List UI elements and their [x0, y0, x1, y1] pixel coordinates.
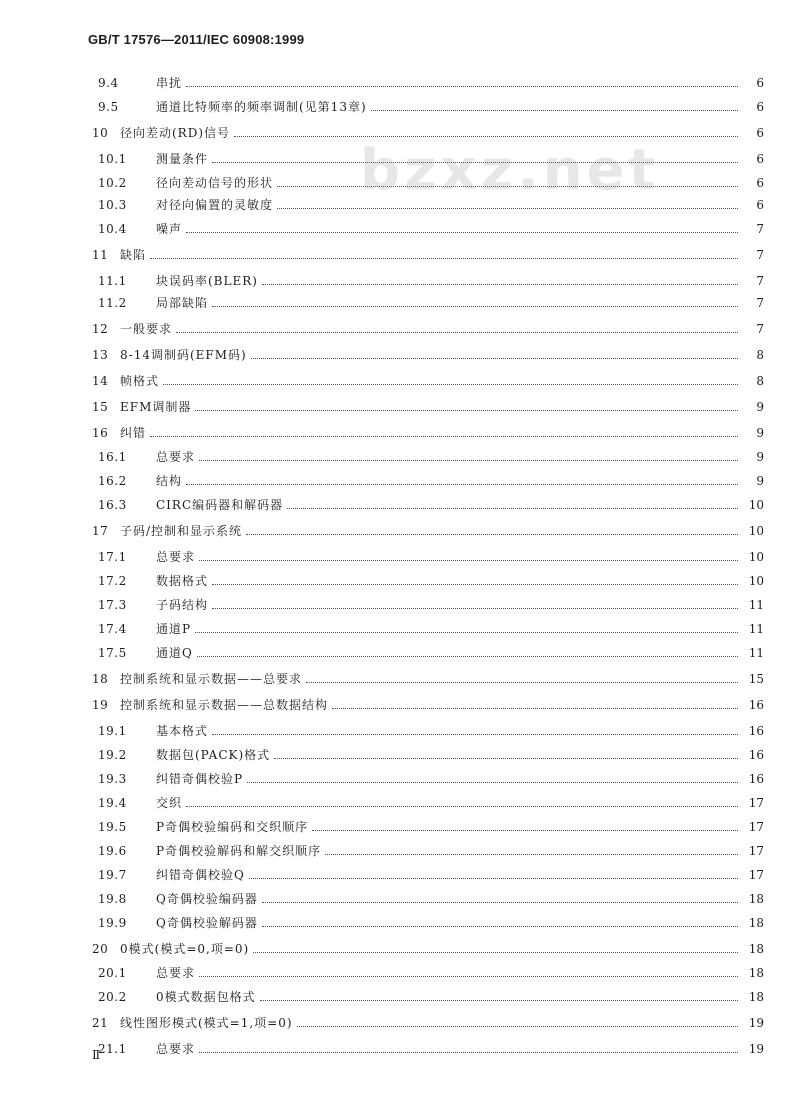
- toc-leader-dots: [199, 460, 738, 461]
- toc-entry-title: 数据格式: [156, 574, 209, 588]
- toc-entry-title: 总要求: [156, 550, 196, 564]
- toc-entry-title: 径向差动信号的形状: [156, 176, 274, 190]
- toc-entry-number: 9.4: [98, 76, 119, 90]
- toc-entry-title: 总要求: [156, 966, 196, 980]
- toc-entry-page: 15: [748, 672, 764, 686]
- toc-entry-title: 线性图形模式(模式=1,项=0): [120, 1016, 293, 1030]
- toc-leader-dots: [312, 830, 738, 831]
- toc-entry[interactable]: [88, 718, 764, 738]
- toc-entry-number: 19.1: [98, 724, 127, 738]
- toc-entry-title: EFM调制器: [120, 400, 192, 414]
- toc-leader-dots: [249, 878, 738, 879]
- toc-entry-number: 15: [92, 400, 109, 414]
- toc-leader-dots: [274, 758, 738, 759]
- toc-entry-page: 10: [748, 524, 764, 538]
- toc-entry-title: P奇偶校验编码和交织顺序: [156, 820, 309, 834]
- toc-entry[interactable]: [88, 242, 764, 262]
- toc-leader-dots: [186, 806, 738, 807]
- toc-entry-number: 11.1: [98, 274, 127, 288]
- toc-entry-title: 纠错奇偶校验P: [156, 772, 244, 786]
- toc-entry[interactable]: [88, 420, 764, 440]
- toc-entry-page: 11: [748, 646, 764, 660]
- toc-entry[interactable]: [88, 468, 764, 488]
- toc-entry-page: 16: [748, 748, 764, 762]
- toc-entry[interactable]: [88, 568, 764, 588]
- toc-entry-number: 19.9: [98, 916, 127, 930]
- toc-entry[interactable]: [88, 984, 764, 1004]
- toc-entry-page: 10: [748, 498, 764, 512]
- toc-leader-dots: [253, 952, 738, 953]
- toc-entry-page: 7: [756, 296, 764, 310]
- toc-entry-title: 缺陷: [120, 248, 147, 262]
- toc-leader-dots: [212, 306, 738, 307]
- watermark: bzxz.net: [360, 138, 660, 203]
- toc-entry[interactable]: [88, 170, 764, 190]
- toc-leader-dots: [262, 284, 738, 285]
- toc-entry[interactable]: [88, 120, 764, 140]
- toc-entry-page: 9: [756, 400, 764, 414]
- toc-entry-number: 20.1: [98, 966, 127, 980]
- toc-entry-number: 21: [92, 1016, 109, 1030]
- toc-entry-title: 交织: [156, 796, 183, 810]
- toc-entry-number: 16.2: [98, 474, 127, 488]
- toc-entry[interactable]: [88, 192, 764, 212]
- toc-entry-number: 10: [92, 126, 109, 140]
- document-header: GB/T 17576—2011/IEC 60908:1999: [88, 32, 305, 47]
- toc-leader-dots: [325, 854, 738, 855]
- toc-leader-dots: [212, 162, 738, 163]
- toc-entry[interactable]: [88, 518, 764, 538]
- toc-entry-title: 纠错奇偶校验Q: [156, 868, 245, 882]
- toc-leader-dots: [306, 682, 738, 683]
- toc-entry-number: 17.2: [98, 574, 127, 588]
- toc-entry-title: P奇偶校验解码和解交织顺序: [156, 844, 322, 858]
- toc-entry-page: 18: [748, 966, 764, 980]
- toc-entry[interactable]: [88, 814, 764, 834]
- toc-entry-title: 径向差动(RD)信号: [120, 126, 231, 140]
- toc-entry-number: 19.4: [98, 796, 127, 810]
- toc-entry-number: 14: [92, 374, 109, 388]
- toc-leader-dots: [163, 384, 738, 385]
- toc-entry-number: 10.3: [98, 198, 127, 212]
- toc-entry-number: 16.1: [98, 450, 127, 464]
- toc-entry-page: 19: [748, 1016, 764, 1030]
- toc-entry[interactable]: [88, 444, 764, 464]
- toc-entry-page: 7: [756, 274, 764, 288]
- toc-entry-title: 0模式(模式=0,项=0): [120, 942, 250, 956]
- toc-entry-title: 0模式数据包格式: [156, 990, 256, 1004]
- toc-entry-number: 17: [92, 524, 109, 538]
- toc-entry-title: 控制系统和显示数据——总要求: [120, 672, 303, 686]
- page-number-footer: Ⅱ: [92, 1048, 101, 1062]
- toc-leader-dots: [186, 86, 738, 87]
- toc-entry-page: 16: [748, 724, 764, 738]
- toc-entry[interactable]: [88, 742, 764, 762]
- toc-entry[interactable]: [88, 342, 764, 362]
- toc-entry[interactable]: [88, 368, 764, 388]
- toc-leader-dots: [195, 632, 738, 633]
- toc-entry[interactable]: [88, 544, 764, 564]
- toc-entry[interactable]: [88, 616, 764, 636]
- toc-leader-dots: [251, 358, 738, 359]
- toc-leader-dots: [260, 1000, 738, 1001]
- toc-entry-page: 7: [756, 222, 764, 236]
- toc-leader-dots: [247, 782, 738, 783]
- toc-leader-dots: [277, 208, 738, 209]
- toc-entry[interactable]: [88, 640, 764, 660]
- toc-entry-title: 基本格式: [156, 724, 209, 738]
- toc-leader-dots: [246, 534, 738, 535]
- toc-leader-dots: [212, 734, 738, 735]
- toc-entry-page: 18: [748, 942, 764, 956]
- toc-leader-dots: [195, 410, 738, 411]
- toc-entry-title: 8-14调制码(EFM码): [120, 348, 247, 362]
- toc-leader-dots: [371, 110, 738, 111]
- toc-entry[interactable]: [88, 94, 764, 114]
- toc-entry-title: 局部缺陷: [156, 296, 209, 310]
- toc-entry-number: 17.1: [98, 550, 127, 564]
- toc-entry-number: 20.2: [98, 990, 127, 1004]
- toc-entry-title: 一般要求: [120, 322, 173, 336]
- toc-entry[interactable]: [88, 790, 764, 810]
- toc-entry[interactable]: [88, 886, 764, 906]
- toc-leader-dots: [234, 136, 738, 137]
- toc-entry-page: 6: [756, 152, 764, 166]
- toc-entry-page: 7: [756, 248, 764, 262]
- toc-entry-page: 8: [756, 374, 764, 388]
- toc-leader-dots: [176, 332, 738, 333]
- toc-entry[interactable]: [88, 666, 764, 686]
- toc-leader-dots: [150, 436, 738, 437]
- toc-leader-dots: [199, 1052, 738, 1053]
- toc-entry-number: 17.3: [98, 598, 127, 612]
- toc-entry[interactable]: [88, 146, 764, 166]
- toc-entry-title: 噪声: [156, 222, 183, 236]
- toc-entry-title: 结构: [156, 474, 183, 488]
- toc-entry-number: 10.4: [98, 222, 127, 236]
- toc-entry-page: 6: [756, 126, 764, 140]
- toc-leader-dots: [150, 258, 738, 259]
- toc-entry-page: 10: [748, 550, 764, 564]
- toc-entry-title: 总要求: [156, 1042, 196, 1056]
- toc-entry[interactable]: [88, 838, 764, 858]
- toc-entry-title: 总要求: [156, 450, 196, 464]
- toc-entry-title: 数据包(PACK)格式: [156, 748, 271, 762]
- toc-entry[interactable]: [88, 1010, 764, 1030]
- toc-entry-page: 16: [748, 698, 764, 712]
- toc-entry-number: 19.2: [98, 748, 127, 762]
- toc-entry-title: 通道Q: [156, 646, 193, 660]
- toc-entry-page: 6: [756, 198, 764, 212]
- toc-entry-number: 10.1: [98, 152, 127, 166]
- toc-entry[interactable]: [88, 960, 764, 980]
- toc-entry-page: 19: [748, 1042, 764, 1056]
- toc-entry[interactable]: [88, 316, 764, 336]
- toc-entry-title: 测量条件: [156, 152, 209, 166]
- toc-entry-number: 13: [92, 348, 109, 362]
- toc-entry[interactable]: [88, 692, 764, 712]
- toc-leader-dots: [199, 560, 738, 561]
- toc-entry-number: 18: [92, 672, 109, 686]
- toc-entry-number: 11: [92, 248, 109, 262]
- toc-entry[interactable]: [88, 592, 764, 612]
- toc-leader-dots: [186, 484, 738, 485]
- toc-entry-page: 10: [748, 574, 764, 588]
- toc-entry-page: 9: [756, 426, 764, 440]
- toc-entry-number: 12: [92, 322, 109, 336]
- toc-entry-title: 子码结构: [156, 598, 209, 612]
- toc-leader-dots: [277, 186, 738, 187]
- toc-entry-page: 11: [748, 598, 764, 612]
- toc-entry-page: 17: [748, 820, 764, 834]
- toc-entry-number: 19.8: [98, 892, 127, 906]
- toc-entry[interactable]: [88, 1036, 764, 1056]
- toc-entry-number: 17.5: [98, 646, 127, 660]
- toc-leader-dots: [262, 926, 738, 927]
- toc-entry-page: 18: [748, 892, 764, 906]
- toc-entry[interactable]: [88, 910, 764, 930]
- toc-entry-page: 7: [756, 322, 764, 336]
- toc-entry-page: 6: [756, 76, 764, 90]
- toc-entry-title: 通道P: [156, 622, 192, 636]
- toc-entry-number: 19.3: [98, 772, 127, 786]
- toc-leader-dots: [199, 976, 738, 977]
- toc-entry-number: 9.5: [98, 100, 119, 114]
- toc-entry[interactable]: [88, 766, 764, 786]
- toc-entry[interactable]: [88, 936, 764, 956]
- toc-entry-title: 子码/控制和显示系统: [120, 524, 243, 538]
- toc-entry[interactable]: [88, 216, 764, 236]
- toc-leader-dots: [297, 1026, 738, 1027]
- toc-leader-dots: [262, 902, 738, 903]
- toc-entry-page: 11: [748, 622, 764, 636]
- toc-entry-page: 17: [748, 796, 764, 810]
- toc-entry-page: 8: [756, 348, 764, 362]
- toc-entry-number: 16: [92, 426, 109, 440]
- toc-entry-title: 控制系统和显示数据——总数据结构: [120, 698, 329, 712]
- toc-entry-page: 6: [756, 176, 764, 190]
- toc-entry-number: 21.1: [98, 1042, 127, 1056]
- toc-entry[interactable]: [88, 862, 764, 882]
- toc-entry-title: 纠错: [120, 426, 147, 440]
- toc-entry-title: Q奇偶校验解码器: [156, 916, 258, 930]
- toc-entry[interactable]: [88, 70, 764, 90]
- toc-entry-number: 10.2: [98, 176, 127, 190]
- toc-leader-dots: [212, 584, 738, 585]
- toc-entry[interactable]: [88, 394, 764, 414]
- toc-entry[interactable]: [88, 290, 764, 310]
- toc-leader-dots: [197, 656, 738, 657]
- toc-entry-number: 20: [92, 942, 109, 956]
- toc-entry-title: 通道比特频率的频率调制(见第13章): [156, 100, 367, 114]
- toc-entry-title: Q奇偶校验编码器: [156, 892, 258, 906]
- toc-leader-dots: [186, 232, 738, 233]
- toc-entry-title: CIRC编码器和解码器: [156, 498, 284, 512]
- toc-leader-dots: [332, 708, 738, 709]
- toc-entry-page: 18: [748, 916, 764, 930]
- toc-entry-title: 块误码率(BLER): [156, 274, 258, 288]
- toc-entry-title: 帧格式: [120, 374, 160, 388]
- toc-entry-page: 9: [756, 450, 764, 464]
- toc-leader-dots: [212, 608, 738, 609]
- toc-entry-page: 6: [756, 100, 764, 114]
- toc-entry[interactable]: [88, 492, 764, 512]
- toc-entry-page: 17: [748, 868, 764, 882]
- toc-entry-page: 16: [748, 772, 764, 786]
- toc-entry-title: 对径向偏置的灵敏度: [156, 198, 274, 212]
- toc-entry-page: 9: [756, 474, 764, 488]
- toc-entry-number: 19.6: [98, 844, 127, 858]
- toc-entry-number: 19.7: [98, 868, 127, 882]
- toc-entry-page: 17: [748, 844, 764, 858]
- toc-entry-page: 18: [748, 990, 764, 1004]
- toc-entry-number: 11.2: [98, 296, 127, 310]
- toc-entry-title: 串扰: [156, 76, 183, 90]
- toc-entry[interactable]: [88, 268, 764, 288]
- toc-entry-number: 19.5: [98, 820, 127, 834]
- toc-leader-dots: [287, 508, 738, 509]
- toc-entry-number: 16.3: [98, 498, 127, 512]
- toc-entry-number: 19: [92, 698, 109, 712]
- toc-entry-number: 17.4: [98, 622, 127, 636]
